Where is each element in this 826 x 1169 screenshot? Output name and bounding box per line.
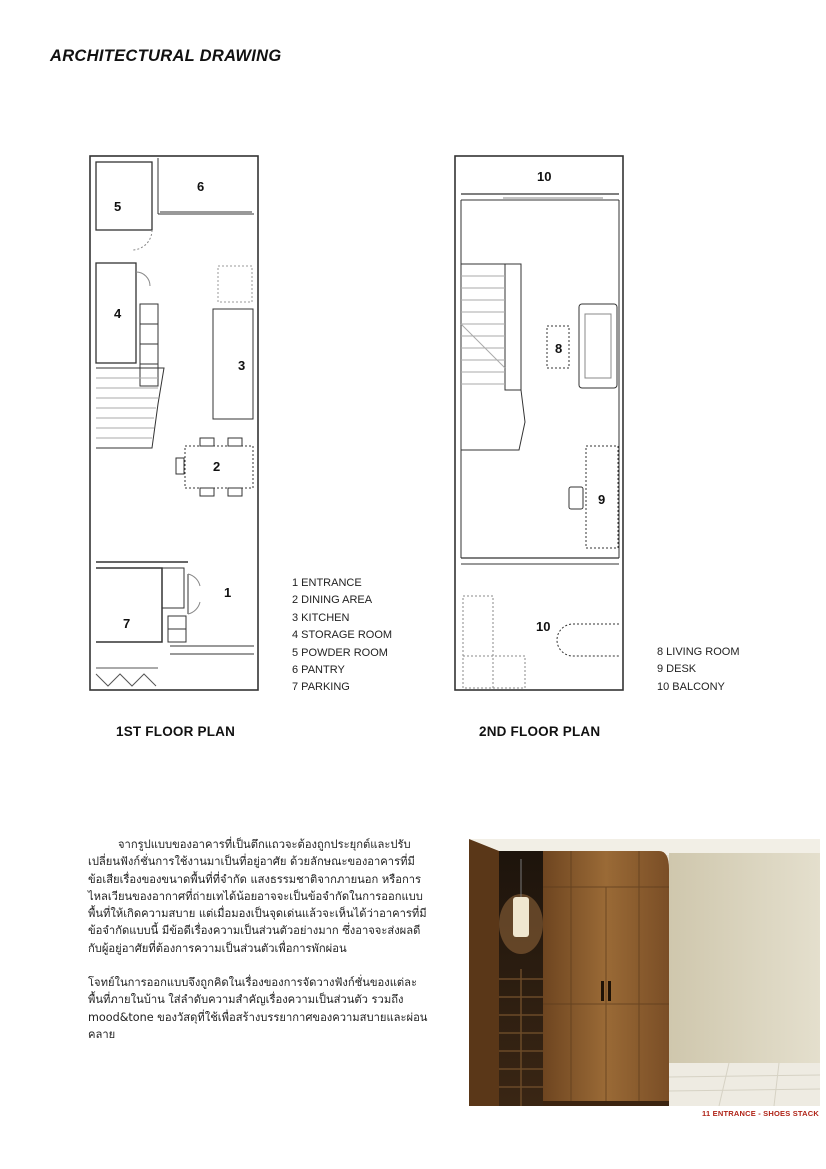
legend-item: 6 PANTRY xyxy=(292,664,345,677)
description-paragraph: โจทย์ในการออกแบบจึงถูกคิดในเรื่องของการจัดวางฟังก์ชั่นของแต่ละพื้นที่ภายในบ้าน ใส่ลำดับความสำคัญเรื่องความเป็นส่วนตัว รวมถึง mood&tone ของวัสดุที่ใช้เพื่อสร้างบรรยากาศของความสบายและผ่อนคลาย xyxy=(88,976,428,1041)
description-paragraph: จากรูปแบบของอาคารที่เป็นตึกแถวจะต้องถูกประยุกต์และปรับเปลี่ยนฟังก์ชั่นการใช้งานมาเป็นที่อยู่อาศัย ด้วยลักษณะของอาคารที่มีข้อเสียเรื่องของขนาดพื้นที่ที่จำกัด แสงธรรมชาติจากภายนอก หรือการไหลเวียนของอากาศที่ถ่ายเทได้น้อยอาจจะเป็นข้อจำกัดในการออกแบบพื้นที่ให้เกิดความสบาย แต่เมื่อมองเป็นจุดเด่นแล้วจะเห็นได้ว่าอาคารที่มีข้อจำกัดแบบนี้ มีข้อดีเรื่องความเป็นส่วนตัวอย่างมาก ซึ่งอาจจะส่งผลดีกับผู้อยู่อาศัยที่ต้องการความเป็นส่วนตัวเพื่อการพักผ่อน xyxy=(88,838,427,955)
legend-item: 3 KITCHEN xyxy=(292,611,350,624)
room-number: 9 xyxy=(598,492,606,507)
room-number: 3 xyxy=(238,358,246,373)
legend-item: 8 LIVING ROOM xyxy=(657,646,740,658)
second-floor-plan-label: 2ND FLOOR PLAN xyxy=(479,724,601,739)
first-floor-legend xyxy=(292,575,392,697)
room-number: 10 xyxy=(536,619,551,634)
first-floor-drawing xyxy=(88,154,263,694)
room-number: 7 xyxy=(123,616,131,631)
room-number: 8 xyxy=(555,341,563,356)
description-block xyxy=(88,836,428,1043)
room-number: 5 xyxy=(114,199,122,214)
second-floor-plan xyxy=(453,154,628,694)
room-number: 2 xyxy=(213,459,221,474)
legend-item: 10 BALCONY xyxy=(657,680,725,693)
legend-item: 5 POWDER ROOM xyxy=(292,646,388,659)
second-floor-legend xyxy=(657,644,740,696)
legend-item: 4 STORAGE ROOM xyxy=(292,629,393,642)
room-number: 1 xyxy=(224,585,232,600)
legend-item: 2 DINING AREA xyxy=(292,594,373,607)
room-number: 4 xyxy=(114,306,122,321)
first-floor-plan-label: 1ST FLOOR PLAN xyxy=(116,724,236,739)
entrance-photo xyxy=(469,839,820,1106)
page-title: ARCHITECTURAL DRAWING xyxy=(50,47,282,65)
first-floor-plan xyxy=(88,154,263,694)
photo-caption: 11 ENTRANCE - SHOES STACK xyxy=(702,1109,819,1118)
second-floor-drawing xyxy=(453,154,628,694)
room-number: 10 xyxy=(537,169,552,184)
legend-item: 9 DESK xyxy=(657,663,697,676)
legend-item: 1 ENTRANCE xyxy=(292,577,362,589)
shoe-cabinet-render xyxy=(469,839,820,1106)
room-number: 6 xyxy=(197,179,205,194)
legend-item: 7 PARKING xyxy=(292,681,350,694)
